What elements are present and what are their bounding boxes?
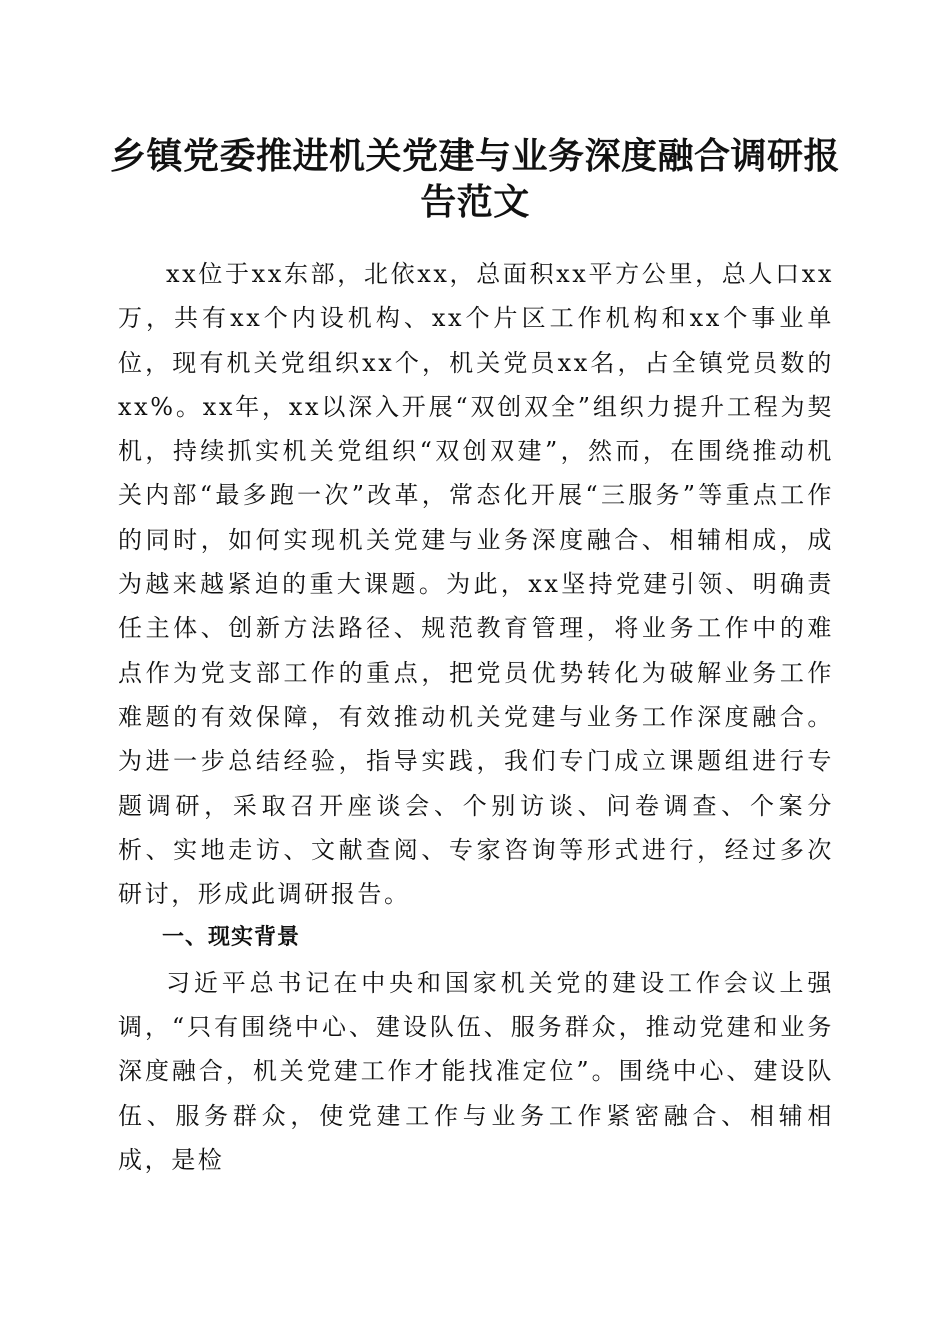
intro-paragraph: xx位于xx东部，北依xx，总面积xx平方公里，总人口xx万，共有xx个内设机构、xx个片区工作机构和xx个事业单位，现有机关党组织xx个，机关党员xx名，占全镇党员数的xx%。xx年，xx以深入开展“双创双全”组织力提升工程为契机，持续抓实机关党组织“双创双建”，然而，在围绕推动机关内部“最多跑一次”改革，常态化开展“三服务”等重点工作的同时，如何实现机关党建与业务深度融合、相辅相成，成为越来越紧迫的重大课题。为此，xx坚持党建引领、明确责任主体、创新方法路径、规范教育管理，将业务工作中的难点作为党支部工作的重点，把党员优势转化为破解业务工作难题的有效保障，有效推动机关党建与业务工作深度融合。为进一步总结经验，指导实践，我们专门成立课题组进行专题调研，采取召开座谈会、个别访谈、问卷调查、个案分析、实地走访、文献查阅、专家咨询等形式进行，经过多次研讨，形成此调研报告。 (118, 260, 834, 909)
document-title: 乡镇党委推进机关党建与业务深度融合调研报告范文 (110, 135, 841, 223)
document-body (118, 252, 834, 1182)
section-paragraph: 习近平总书记在中央和国家机关党的建设工作会议上强调，“只有围绕中心、建设队伍、服务群众，推动党建和业务深度融合，机关党建工作才能找准定位”。围绕中心、建设队伍、服务群众，使党建工作与业务工作紧密融合、相辅相成，是检 (118, 968, 834, 1174)
section-heading: 一、现实背景 (162, 925, 301, 951)
